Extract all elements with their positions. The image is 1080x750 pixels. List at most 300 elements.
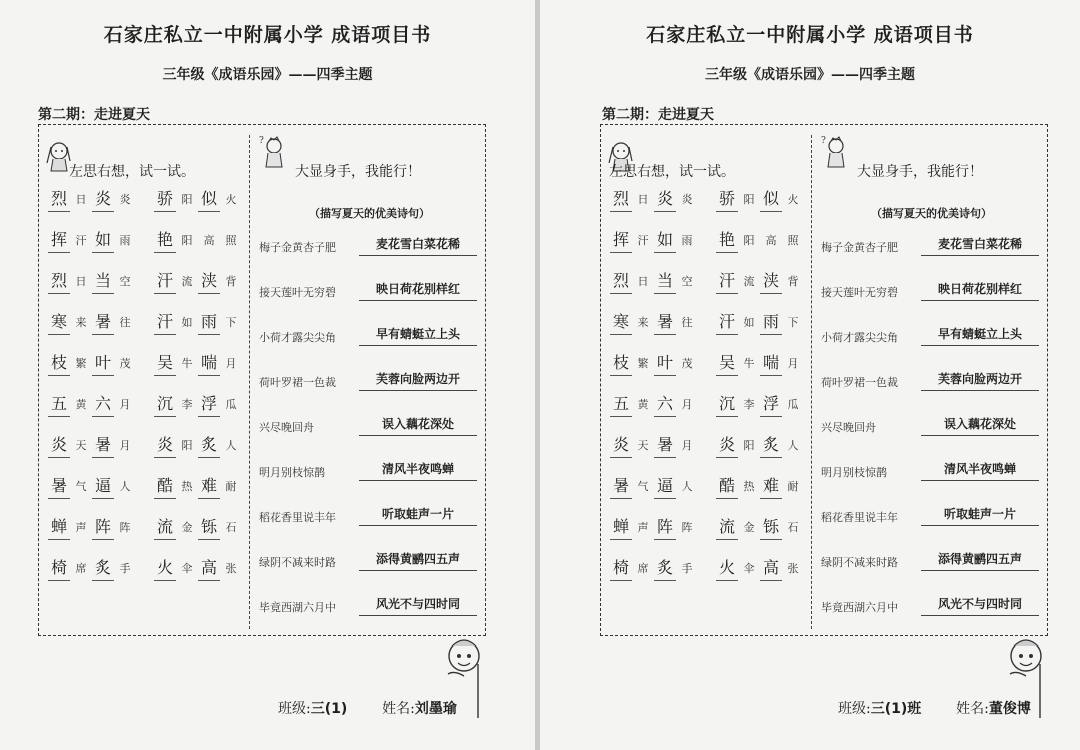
- blank-underline: [48, 498, 70, 499]
- handwritten-char: 汗: [156, 312, 173, 331]
- blank-underline: [198, 580, 220, 581]
- printed-char: 火: [787, 193, 799, 206]
- right-section-heading: 大显身手，我能行！: [295, 164, 421, 180]
- left-section-heading: 左思右想，试一试。: [609, 164, 735, 180]
- printed-char: 流: [743, 275, 755, 288]
- poem-hint: （描写夏天的优美诗句）: [871, 207, 992, 220]
- handwritten-char: 火: [156, 558, 173, 577]
- blank-underline: [654, 334, 676, 335]
- blank-underline: [654, 375, 676, 376]
- blank-underline: [760, 293, 782, 294]
- poem-answer: 早有蜻蜓立上头: [921, 323, 1039, 346]
- blank-underline: [92, 498, 114, 499]
- poem-row: [821, 233, 1045, 259]
- poem-answer: 听取蛙声一片: [359, 503, 477, 526]
- blank-underline: [154, 498, 176, 499]
- printed-char: 金: [743, 521, 755, 534]
- poem-answer: 映日荷花别样红: [921, 278, 1039, 301]
- printed-char: 阳: [743, 439, 755, 452]
- handwritten-char: 寒: [612, 312, 629, 331]
- blank-underline: [92, 375, 114, 376]
- poem-answer: 风光不与四时同: [359, 593, 477, 616]
- blank-underline: [716, 293, 738, 294]
- blank-underline: [716, 252, 738, 253]
- idiom-row: [47, 474, 247, 502]
- idiom-row: [609, 187, 809, 215]
- blank-underline: [48, 211, 70, 212]
- blank-underline: [92, 457, 114, 458]
- printed-char: 炎: [681, 193, 693, 206]
- printed-char: 阳: [181, 439, 193, 452]
- printed-char: 伞: [743, 562, 755, 575]
- idiom-row: [609, 515, 809, 543]
- handwritten-char: 五: [612, 394, 629, 413]
- blank-underline: [154, 252, 176, 253]
- class-label: 班级:: [278, 701, 311, 717]
- handwritten-char: 艳: [156, 230, 173, 249]
- printed-char: 月: [225, 357, 237, 370]
- printed-char: 张: [787, 562, 799, 575]
- handwritten-char: 枝: [612, 353, 629, 372]
- blank-underline: [154, 293, 176, 294]
- blank-underline: [760, 416, 782, 417]
- handwritten-char: 炙: [94, 558, 111, 577]
- printed-char: 繁: [75, 357, 87, 370]
- handwritten-char: 喘: [762, 353, 779, 372]
- handwritten-char: 椅: [50, 558, 67, 577]
- printed-char: 雨: [681, 234, 693, 247]
- blank-underline: [198, 375, 220, 376]
- printed-char: 汗: [637, 234, 649, 247]
- printed-char: 人: [225, 439, 237, 452]
- handwritten-char: 似: [200, 189, 217, 208]
- blank-underline: [654, 580, 676, 581]
- handwritten-char: 汗: [156, 271, 173, 290]
- handwritten-char: 炎: [50, 435, 67, 454]
- printed-char: 天: [637, 439, 649, 452]
- poem-row: [821, 413, 1045, 439]
- idiom-row: [609, 269, 809, 297]
- blank-underline: [48, 457, 70, 458]
- handwritten-char: 蝉: [50, 517, 67, 536]
- handwritten-char: 沉: [156, 394, 173, 413]
- idiom-row: [47, 310, 247, 338]
- poem-row: [821, 323, 1045, 349]
- blank-underline: [610, 539, 632, 540]
- blank-underline: [48, 334, 70, 335]
- blank-underline: [716, 580, 738, 581]
- boy-question-icon: [257, 133, 287, 169]
- blank-underline: [154, 416, 176, 417]
- poem-row: [259, 323, 483, 349]
- printed-char: 背: [787, 275, 799, 288]
- poem-row: [821, 458, 1045, 484]
- poem-prompt: 稻花香里说丰年: [821, 511, 898, 524]
- poem-prompt: 稻花香里说丰年: [259, 511, 336, 524]
- blank-underline: [198, 334, 220, 335]
- blank-underline: [154, 457, 176, 458]
- printed-char: 日: [637, 275, 649, 288]
- period-title: 第二期：走进夏天: [602, 107, 714, 123]
- blank-underline: [92, 416, 114, 417]
- blank-underline: [154, 334, 176, 335]
- blank-underline: [198, 457, 220, 458]
- handwritten-char: 炎: [94, 189, 111, 208]
- handwritten-char: 五: [50, 394, 67, 413]
- handwritten-char: 汗: [718, 312, 735, 331]
- blank-underline: [654, 457, 676, 458]
- blank-underline: [716, 211, 738, 212]
- idiom-row: [609, 310, 809, 338]
- printed-char: 牛: [743, 357, 755, 370]
- right-section-heading: 大显身手，我能行！: [857, 164, 983, 180]
- poem-prompt: 小荷才露尖尖角: [259, 331, 336, 344]
- handwritten-char: 炎: [156, 435, 173, 454]
- girl-thinking-icon: [41, 137, 71, 173]
- printed-char: 手: [119, 562, 131, 575]
- poem-row: [259, 503, 483, 529]
- handwritten-char: 吴: [718, 353, 735, 372]
- handwritten-char: 铄: [200, 517, 217, 536]
- handwritten-char: 挥: [50, 230, 67, 249]
- idiom-row: [47, 187, 247, 215]
- blank-underline: [154, 539, 176, 540]
- printed-char: 如: [743, 316, 755, 329]
- poem-row: [259, 368, 483, 394]
- footer-class-name: [278, 698, 457, 718]
- printed-char: 伞: [181, 562, 193, 575]
- handwritten-char: 如: [94, 230, 111, 249]
- poem-answer: 添得黄鹂四五声: [921, 548, 1039, 571]
- printed-char: 气: [637, 480, 649, 493]
- printed-char: 热: [181, 480, 193, 493]
- handwritten-char: 烈: [612, 271, 629, 290]
- printed-char: 来: [75, 316, 87, 329]
- idiom-row: [609, 474, 809, 502]
- printed-char: 炎: [119, 193, 131, 206]
- handwritten-char: 艳: [718, 230, 735, 249]
- idiom-row: [47, 515, 247, 543]
- handwritten-char: 高: [762, 558, 779, 577]
- printed-char: 人: [681, 480, 693, 493]
- printed-char: 石: [787, 521, 799, 534]
- peeking-boy-icon: [1006, 634, 1052, 718]
- blank-underline: [716, 457, 738, 458]
- idiom-row: [47, 351, 247, 379]
- blank-underline: [48, 580, 70, 581]
- svg-text:?: ?: [821, 136, 826, 146]
- blank-underline: [716, 375, 738, 376]
- handwritten-char: 逼: [94, 476, 111, 495]
- blank-underline: [610, 457, 632, 458]
- printed-char: 李: [181, 398, 193, 411]
- idiom-row: [609, 556, 809, 584]
- printed-char: 席: [637, 562, 649, 575]
- printed-char: 黄: [637, 398, 649, 411]
- blank-underline: [716, 334, 738, 335]
- printed-char: 繁: [637, 357, 649, 370]
- poem-row: [821, 503, 1045, 529]
- idiom-row: [609, 351, 809, 379]
- exercise-box: [600, 124, 1048, 636]
- handwritten-char: 阵: [656, 517, 673, 536]
- blank-underline: [610, 334, 632, 335]
- poem-prompt: 绿阴不减来时路: [821, 556, 898, 569]
- blank-underline: [610, 211, 632, 212]
- printed-char: 阳: [743, 234, 755, 247]
- printed-char: 如: [181, 316, 193, 329]
- handwritten-char: 汗: [718, 271, 735, 290]
- printed-char: 气: [75, 480, 87, 493]
- blank-underline: [610, 375, 632, 376]
- poem-prompt: 兴尽晚回舟: [821, 421, 876, 434]
- handwritten-char: 流: [156, 517, 173, 536]
- box-divider: [249, 135, 250, 629]
- blank-underline: [48, 293, 70, 294]
- printed-char: 照: [225, 234, 237, 247]
- printed-char: 高: [203, 234, 215, 247]
- handwritten-char: 难: [200, 476, 217, 495]
- printed-char: 火: [225, 193, 237, 206]
- handwritten-char: 酷: [156, 476, 173, 495]
- poem-answer: 清风半夜鸣蝉: [359, 458, 477, 481]
- handwritten-char: 如: [656, 230, 673, 249]
- poem-row: [259, 233, 483, 259]
- poem-row: [259, 548, 483, 574]
- poem-prompt: 明月别枝惊鹊: [821, 466, 887, 479]
- blank-underline: [610, 498, 632, 499]
- printed-char: 瓜: [787, 398, 799, 411]
- subtitle: 三年级《成语乐园》——四季主题: [705, 67, 915, 83]
- exercise-box: [38, 124, 486, 636]
- printed-char: 热: [743, 480, 755, 493]
- blank-underline: [716, 539, 738, 540]
- school-title: 石家庄私立一中附属小学 成语项目书: [646, 24, 974, 46]
- blank-underline: [610, 580, 632, 581]
- poem-prompt: 明月别枝惊鹊: [259, 466, 325, 479]
- idiom-row: [47, 392, 247, 420]
- worksheet-right: [540, 0, 1080, 750]
- printed-char: 手: [681, 562, 693, 575]
- printed-char: 月: [681, 439, 693, 452]
- poem-answer: 芙蓉向脸两边开: [359, 368, 477, 391]
- blank-underline: [760, 539, 782, 540]
- poem-answer: 误入藕花深处: [921, 413, 1039, 436]
- handwritten-char: 吴: [156, 353, 173, 372]
- printed-char: 黄: [75, 398, 87, 411]
- printed-char: 下: [787, 316, 799, 329]
- handwritten-char: 叶: [656, 353, 673, 372]
- poem-prompt: 绿阴不减来时路: [259, 556, 336, 569]
- handwritten-char: 暑: [656, 312, 673, 331]
- subtitle: 三年级《成语乐园》——四季主题: [162, 67, 373, 83]
- blank-underline: [610, 252, 632, 253]
- printed-char: 阳: [181, 193, 193, 206]
- handwritten-char: 酷: [718, 476, 735, 495]
- printed-char: 茂: [681, 357, 693, 370]
- blank-underline: [48, 252, 70, 253]
- handwritten-char: 炎: [718, 435, 735, 454]
- poem-answer: 添得黄鹂四五声: [359, 548, 477, 571]
- svg-text:?: ?: [259, 136, 264, 146]
- blank-underline: [92, 539, 114, 540]
- blank-underline: [610, 416, 632, 417]
- printed-char: 阵: [119, 521, 131, 534]
- blank-underline: [760, 580, 782, 581]
- blank-underline: [716, 416, 738, 417]
- poem-hint: （描写夏天的优美诗句）: [309, 207, 430, 220]
- handwritten-char: 暑: [94, 312, 111, 331]
- handwritten-char: 骄: [156, 189, 173, 208]
- blank-underline: [92, 252, 114, 253]
- class-value: 三(1): [310, 701, 348, 717]
- printed-char: 照: [787, 234, 799, 247]
- handwritten-char: 烈: [50, 189, 67, 208]
- poem-prompt: 毕竟西湖六月中: [259, 601, 336, 614]
- printed-char: 月: [119, 439, 131, 452]
- printed-char: 背: [225, 275, 237, 288]
- blank-underline: [654, 498, 676, 499]
- poem-prompt: 毕竟西湖六月中: [821, 601, 898, 614]
- idiom-row: [47, 269, 247, 297]
- printed-char: 来: [637, 316, 649, 329]
- class-label: 班级:: [838, 701, 871, 717]
- blank-underline: [48, 375, 70, 376]
- blank-underline: [198, 293, 220, 294]
- poem-row: [259, 278, 483, 304]
- poem-row: [821, 548, 1045, 574]
- handwritten-char: 炎: [656, 189, 673, 208]
- idiom-row: [609, 433, 809, 461]
- blank-underline: [760, 498, 782, 499]
- poem-row: [259, 593, 483, 619]
- printed-char: 瓜: [225, 398, 237, 411]
- blank-underline: [654, 416, 676, 417]
- poem-answer: 早有蜻蜓立上头: [359, 323, 477, 346]
- handwritten-char: 挥: [612, 230, 629, 249]
- printed-char: 声: [637, 521, 649, 534]
- printed-char: 空: [119, 275, 131, 288]
- name-label: 姓名:: [956, 701, 989, 717]
- poem-answer: 听取蛙声一片: [921, 503, 1039, 526]
- printed-char: 空: [681, 275, 693, 288]
- poem-prompt: 梅子金黄杏子肥: [821, 241, 898, 254]
- blank-underline: [48, 416, 70, 417]
- printed-char: 阳: [181, 234, 193, 247]
- box-divider: [811, 135, 812, 629]
- printed-char: 高: [765, 234, 777, 247]
- handwritten-char: 似: [762, 189, 779, 208]
- handwritten-char: 六: [656, 394, 673, 413]
- printed-char: 日: [75, 193, 87, 206]
- poem-row: [821, 278, 1045, 304]
- printed-char: 茂: [119, 357, 131, 370]
- printed-char: 雨: [119, 234, 131, 247]
- printed-char: 日: [637, 193, 649, 206]
- idiom-row: [609, 228, 809, 256]
- boy-question-icon: [819, 133, 849, 169]
- blank-underline: [48, 539, 70, 540]
- blank-underline: [92, 211, 114, 212]
- period-title: 第二期：走进夏天: [38, 107, 150, 123]
- blank-underline: [760, 375, 782, 376]
- blank-underline: [760, 211, 782, 212]
- printed-char: 月: [787, 357, 799, 370]
- printed-char: 牛: [181, 357, 193, 370]
- printed-char: 月: [681, 398, 693, 411]
- printed-char: 日: [75, 275, 87, 288]
- handwritten-char: 铄: [762, 517, 779, 536]
- handwritten-char: 炎: [612, 435, 629, 454]
- idiom-row: [47, 556, 247, 584]
- poem-prompt: 接天莲叶无穷碧: [259, 286, 336, 299]
- printed-char: 往: [119, 316, 131, 329]
- printed-char: 耐: [225, 480, 237, 493]
- handwritten-char: 蝉: [612, 517, 629, 536]
- blank-underline: [154, 375, 176, 376]
- class-value: 三(1)班: [870, 701, 922, 717]
- handwritten-char: 浮: [762, 394, 779, 413]
- student-name: 刘墨瑜: [414, 701, 457, 717]
- handwritten-char: 椅: [612, 558, 629, 577]
- peeking-boy-icon: [444, 634, 490, 718]
- printed-char: 阳: [743, 193, 755, 206]
- blank-underline: [654, 211, 676, 212]
- poem-prompt: 梅子金黄杏子肥: [259, 241, 336, 254]
- printed-char: 月: [119, 398, 131, 411]
- handwritten-char: 火: [718, 558, 735, 577]
- handwritten-char: 骄: [718, 189, 735, 208]
- printed-char: 石: [225, 521, 237, 534]
- handwritten-char: 沉: [718, 394, 735, 413]
- blank-underline: [654, 539, 676, 540]
- blank-underline: [716, 498, 738, 499]
- school-title: 石家庄私立一中附属小学 成语项目书: [103, 24, 432, 46]
- handwritten-char: 高: [200, 558, 217, 577]
- poem-prompt: 兴尽晚回舟: [259, 421, 314, 434]
- blank-underline: [92, 580, 114, 581]
- poem-prompt: 荷叶罗裙一色裁: [821, 376, 898, 389]
- blank-underline: [760, 334, 782, 335]
- poem-row: [259, 458, 483, 484]
- handwritten-char: 难: [762, 476, 779, 495]
- poem-answer: 误入藕花深处: [359, 413, 477, 436]
- handwritten-char: 暑: [94, 435, 111, 454]
- blank-underline: [198, 498, 220, 499]
- handwritten-char: 流: [718, 517, 735, 536]
- handwritten-char: 暑: [612, 476, 629, 495]
- blank-underline: [610, 293, 632, 294]
- handwritten-char: 炙: [762, 435, 779, 454]
- handwritten-char: 逼: [656, 476, 673, 495]
- blank-underline: [198, 539, 220, 540]
- printed-char: 人: [119, 480, 131, 493]
- printed-char: 人: [787, 439, 799, 452]
- printed-char: 金: [181, 521, 193, 534]
- printed-char: 声: [75, 521, 87, 534]
- poem-row: [259, 413, 483, 439]
- handwritten-char: 枝: [50, 353, 67, 372]
- poem-answer: 风光不与四时同: [921, 593, 1039, 616]
- blank-underline: [198, 211, 220, 212]
- handwritten-char: 炙: [200, 435, 217, 454]
- left-section-heading: 左思右想，试一试。: [69, 164, 195, 180]
- blank-underline: [154, 211, 176, 212]
- printed-char: 汗: [75, 234, 87, 247]
- printed-char: 张: [225, 562, 237, 575]
- handwritten-char: 叶: [94, 353, 111, 372]
- blank-underline: [154, 580, 176, 581]
